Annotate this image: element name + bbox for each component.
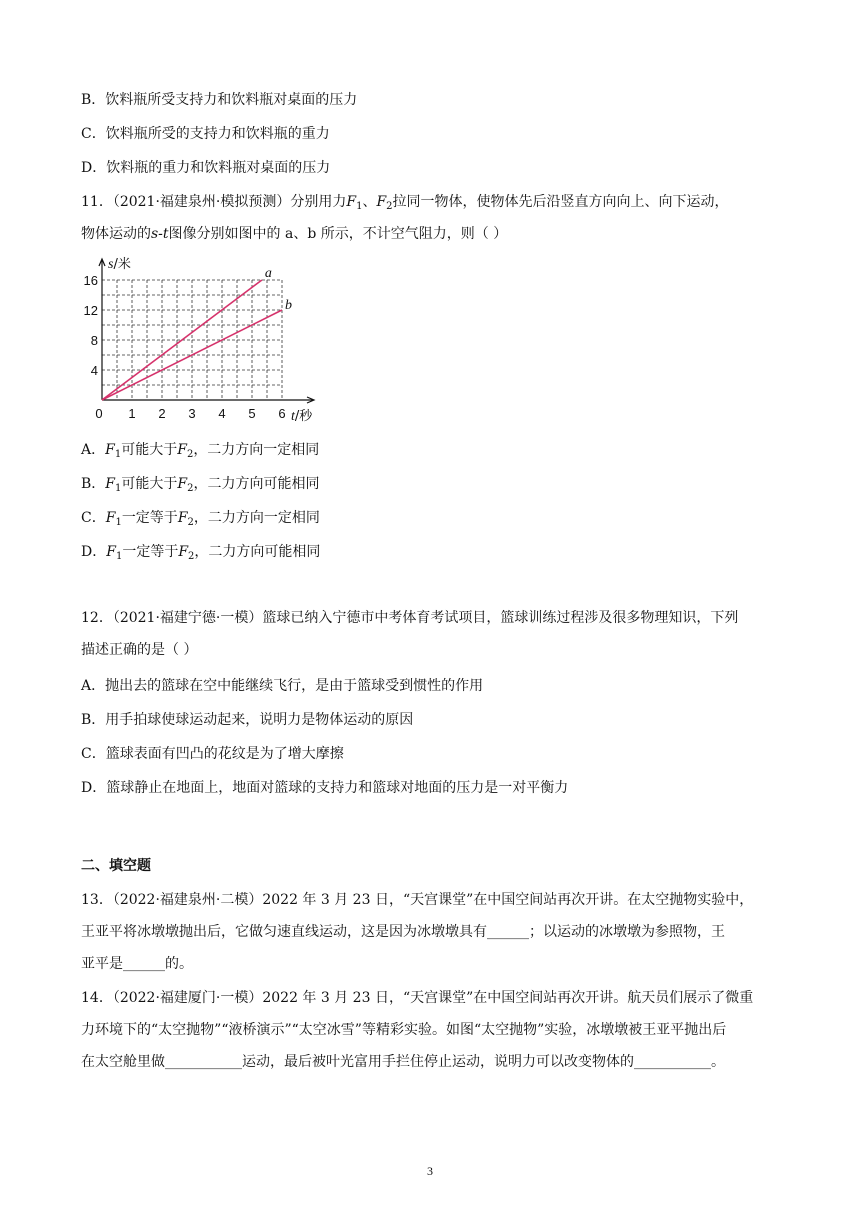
st-label: s-t — [151, 226, 169, 242]
q11-option-c: C．$F_1$一定等于$F_2$，二力方向一定相同 — [81, 510, 320, 528]
page-number: 3 — [427, 1164, 433, 1178]
y-axis-var: s — [108, 257, 114, 272]
q13-line1: 13．（2022·福建泉州·二模）2022 年 3 月 23 日，“天宫课堂”在中国空间站再次开讲。在太空抛物实验中， — [81, 892, 754, 908]
q10-option-c: C．饮料瓶所受的支持力和饮料瓶的重力 — [81, 126, 330, 142]
q13-line2: 王亚平将冰墩墩抛出后，它做匀速直线运动，这是因为冰墩墩具有______；以运动的冰墩墩为参照物，王 — [81, 924, 725, 940]
y-tick-label: 12 — [83, 303, 98, 318]
series-label-a: a — [264, 266, 272, 281]
x-axis-unit: /秒 — [294, 409, 313, 424]
q12-option-b: B．用手拍球使球运动起来，说明力是物体运动的原因 — [81, 712, 414, 728]
y-axis-label — [108, 256, 131, 272]
x-tick-label: 6 — [278, 406, 286, 421]
q10-option-d: D．饮料瓶的重力和饮料瓶对桌面的压力 — [81, 160, 331, 176]
q12-option-d: D．篮球静止在地面上，地面对篮球的支持力和篮球对地面的压力是一对平衡力 — [81, 780, 569, 796]
q14-line1: 14．（2022·福建厦门·一模）2022 年 3 月 23 日，“天宫课堂”在中国空间站再次开讲。航天员们展示了微重 — [81, 990, 754, 1006]
series — [102, 266, 292, 400]
x-axis-var: t — [291, 409, 295, 424]
y-axis-unit: /米 — [113, 257, 131, 272]
q13-line3: 亚平是______的。 — [81, 956, 193, 972]
q12-stem-line2: 描述正确的是（ ） — [81, 642, 198, 658]
y-tick-label: 16 — [83, 273, 98, 288]
q11-option-d: D．$F_1$一定等于$F_2$，二力方向可能相同 — [81, 544, 321, 562]
y-tick-label: 4 — [90, 363, 98, 378]
series-label-b: b — [285, 298, 292, 313]
x-tick-label: 2 — [158, 406, 166, 421]
f2-symbol: F — [376, 194, 387, 210]
q12-stem-line1: 12．（2021·福建宁德·一模）篮球已纳入宁德市中考体育考试项目，篮球训练过程涉及很多物理知识，下列 — [81, 610, 739, 626]
x-tick-label: 3 — [188, 406, 196, 421]
q11-stem-line2: 物体运动的s-t图像分别如图中的 a、b 所示，不计空气阻力，则（ ） — [81, 226, 508, 242]
y-tick-label: 8 — [90, 333, 98, 348]
st-graph — [81, 255, 331, 425]
f1-symbol: F — [346, 194, 357, 210]
q12-option-c: C．篮球表面有凹凸的花纹是为了增大摩擦 — [81, 746, 344, 762]
x-tick-label: 4 — [218, 406, 226, 421]
q11-option-a: A．$F_1$可能大于$F_2$，二力方向一定相同 — [81, 442, 320, 460]
grid — [102, 280, 282, 400]
q11-option-b: B．$F_1$可能大于$F_2$，二力方向可能相同 — [81, 476, 320, 494]
section-heading: 二、填空题 — [81, 858, 151, 874]
origin-label: 0 — [95, 406, 103, 421]
x-axis-label — [291, 408, 313, 424]
x-tick-label: 5 — [248, 406, 256, 421]
q11-stem-line1: 11．（2021·福建泉州·模拟预测）分别用力$F_1$、$F_2$拉同一物体，使物体先后沿竖直方向向上、向下运动， — [81, 194, 729, 212]
q10-option-b: B．饮料瓶所受支持力和饮料瓶对桌面的压力 — [81, 92, 358, 108]
q14-line2: 力环境下的“太空抛物”“液桥演示”“太空冰雪”等精彩实验。如图“太空抛物”实验，冰墩墩被王亚平抛出后 — [81, 1022, 727, 1038]
q12-option-a: A．抛出去的篮球在空中能继续飞行，是由于篮球受到惯性的作用 — [81, 678, 484, 694]
x-tick-label: 1 — [128, 406, 136, 421]
q14-line3: 在太空舱里做___________运动，最后被叶光富用手拦住停止运动，说明力可以改变物体的___________。 — [81, 1054, 725, 1070]
